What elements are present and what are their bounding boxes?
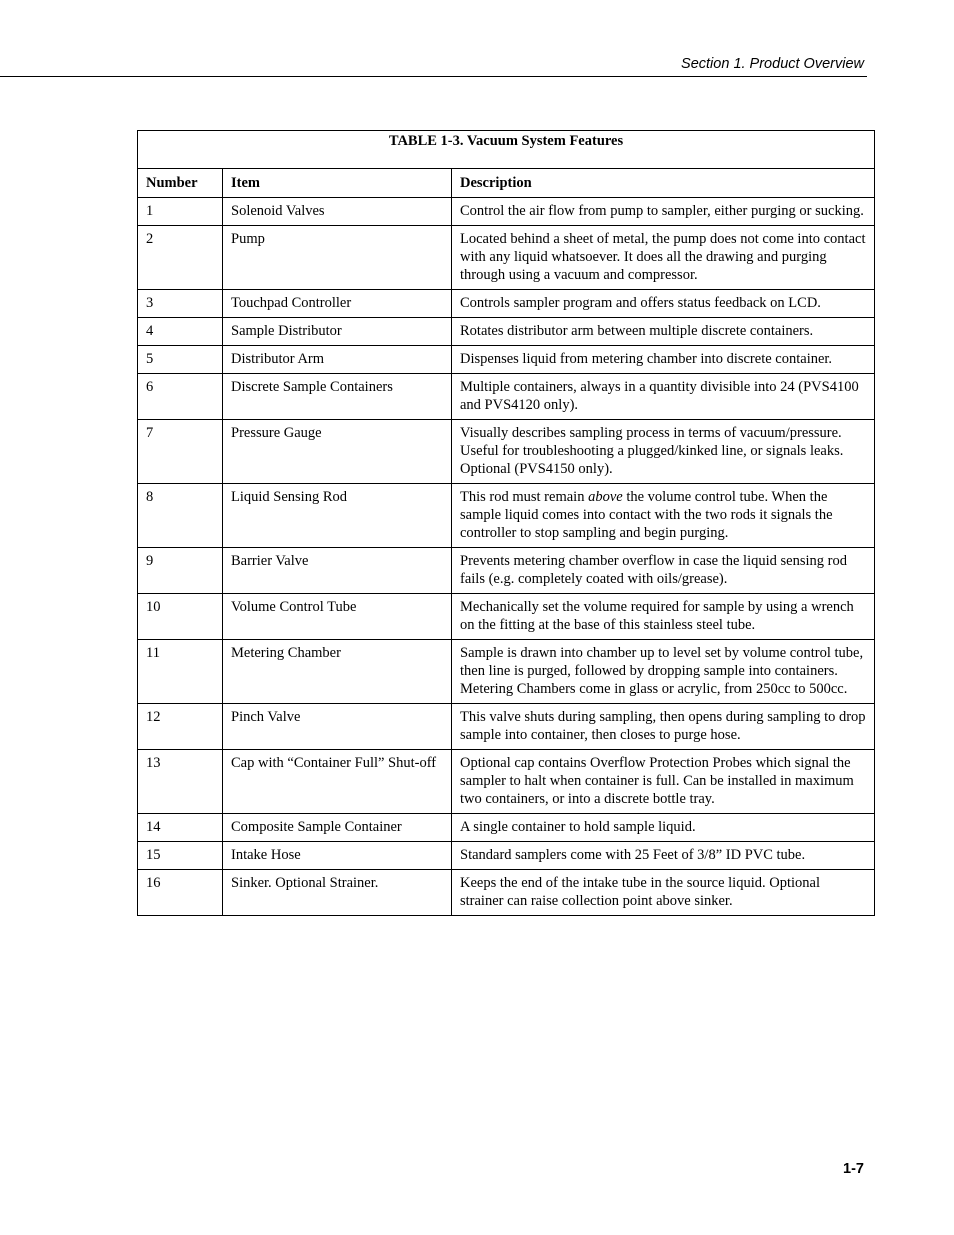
- row-description: Multiple containers, always in a quantity divisible into 24 (PVS4100 and PVS4120 only).: [452, 374, 875, 420]
- table-row: [138, 226, 875, 290]
- row-description: Control the air flow from pump to sampler, either purging or sucking.: [452, 198, 875, 226]
- row-number: 11: [138, 640, 223, 704]
- row-description: Prevents metering chamber overflow in case the liquid sensing rod fails (e.g. completely coated with oils/grease).: [452, 548, 875, 594]
- table-row: [138, 318, 875, 346]
- column-header-description: Description: [452, 169, 875, 198]
- table-row: [138, 374, 875, 420]
- row-number: 12: [138, 704, 223, 750]
- row-description: Keeps the end of the intake tube in the source liquid. Optional strainer can raise collection point above sinker.: [452, 870, 875, 916]
- row-number: 8: [138, 484, 223, 548]
- row-number: 16: [138, 870, 223, 916]
- row-item: Pinch Valve: [223, 704, 452, 750]
- table-row: [138, 842, 875, 870]
- row-item: Cap with “Container Full” Shut-off: [223, 750, 452, 814]
- row-description: Sample is drawn into chamber up to level set by volume control tube, then line is purged, followed by dropping sample into containers. Metering Chambers come in glass or acrylic, from 250cc to 500cc.: [452, 640, 875, 704]
- row-number: 4: [138, 318, 223, 346]
- table-row: [138, 704, 875, 750]
- page-number: 1-7: [843, 1161, 864, 1177]
- table-row: [138, 420, 875, 484]
- description-text: This rod must remain: [460, 489, 589, 505]
- vacuum-system-features-table: [137, 130, 875, 916]
- row-item: Pump: [223, 226, 452, 290]
- row-number: 6: [138, 374, 223, 420]
- table-row: [138, 870, 875, 916]
- row-item: Intake Hose: [223, 842, 452, 870]
- row-description: Standard samplers come with 25 Feet of 3/8” ID PVC tube.: [452, 842, 875, 870]
- row-description: Located behind a sheet of metal, the pump does not come into contact with any liquid whatsoever. It does all the drawing and purging through using a vacuum and compressor.: [452, 226, 875, 290]
- row-item: Liquid Sensing Rod: [223, 484, 452, 548]
- table-caption: TABLE 1-3. Vacuum System Features: [138, 131, 875, 169]
- table-row: [138, 484, 875, 548]
- column-header-number: Number: [138, 169, 223, 198]
- row-description: Rotates distributor arm between multiple discrete containers.: [452, 318, 875, 346]
- row-number: 9: [138, 548, 223, 594]
- table-row: [138, 750, 875, 814]
- table-row: [138, 290, 875, 318]
- row-description: Controls sampler program and offers status feedback on LCD.: [452, 290, 875, 318]
- row-number: 13: [138, 750, 223, 814]
- row-item: Pressure Gauge: [223, 420, 452, 484]
- row-item: Volume Control Tube: [223, 594, 452, 640]
- table-row: [138, 814, 875, 842]
- row-number: 1: [138, 198, 223, 226]
- row-item: Touchpad Controller: [223, 290, 452, 318]
- row-number: 5: [138, 346, 223, 374]
- row-description: This valve shuts during sampling, then opens during sampling to drop sample into container, then closes to purge hose.: [452, 704, 875, 750]
- row-item: Barrier Valve: [223, 548, 452, 594]
- row-number: 14: [138, 814, 223, 842]
- row-item: Solenoid Valves: [223, 198, 452, 226]
- row-item: Distributor Arm: [223, 346, 452, 374]
- row-number: 15: [138, 842, 223, 870]
- emphasis-text: above: [588, 489, 623, 505]
- table-caption-row: [138, 131, 875, 169]
- row-item: Sample Distributor: [223, 318, 452, 346]
- header-rule: [0, 76, 867, 77]
- row-description: [452, 484, 875, 548]
- row-description: Visually describes sampling process in terms of vacuum/pressure. Useful for troubleshooting a plugged/kinked line, or signals leaks. Optional (PVS4150 only).: [452, 420, 875, 484]
- row-description: A single container to hold sample liquid.: [452, 814, 875, 842]
- row-description: Dispenses liquid from metering chamber into discrete container.: [452, 346, 875, 374]
- table-row: [138, 346, 875, 374]
- row-item: Composite Sample Container: [223, 814, 452, 842]
- row-number: 10: [138, 594, 223, 640]
- row-item: Metering Chamber: [223, 640, 452, 704]
- table-row: [138, 594, 875, 640]
- row-item: Sinker. Optional Strainer.: [223, 870, 452, 916]
- table-header-row: [138, 169, 875, 198]
- running-header: Section 1. Product Overview: [681, 56, 864, 72]
- row-number: 3: [138, 290, 223, 318]
- row-item: Discrete Sample Containers: [223, 374, 452, 420]
- table-row: [138, 640, 875, 704]
- column-header-item: Item: [223, 169, 452, 198]
- row-number: 2: [138, 226, 223, 290]
- table-row: [138, 198, 875, 226]
- row-description: Mechanically set the volume required for sample by using a wrench on the fitting at the base of this stainless steel tube.: [452, 594, 875, 640]
- description-text: the volume control tube. When the sample liquid comes into contact with the two rods it signals the controller to stop sampling and begin purging.: [460, 489, 833, 541]
- row-number: 7: [138, 420, 223, 484]
- table-row: [138, 548, 875, 594]
- row-description: Optional cap contains Overflow Protection Probes which signal the sampler to halt when container is full. Can be installed in maximum two containers, or into a discrete bottle tray.: [452, 750, 875, 814]
